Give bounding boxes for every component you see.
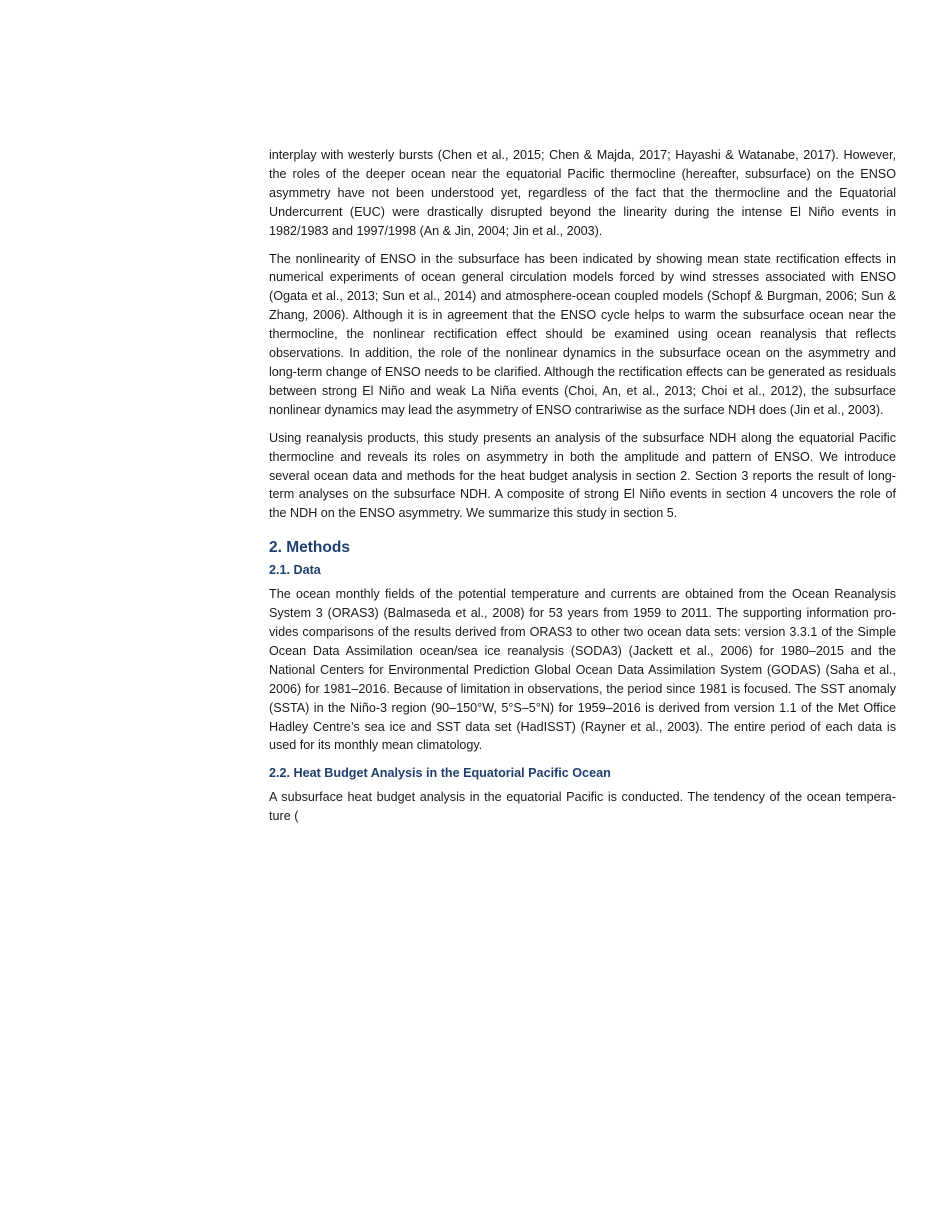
heat-budget-paragraph: A subsurface heat budget analysis in the equatorial Pacific is conducted. The tendency of the ocean temperature ( — [269, 790, 896, 824]
intro-paragraph-3: Using reanalysis products, this study presents an analysis of the subsurface NDH along the equatorial Pacific thermocline and reveals its roles on asymmetry in both the amplitude and pattern of ENSO. We introduce several ocean data and methods for the heat budget analysis in section 2. Section 3 reports the result of long-term analyses on the subsurface NDH. A composite of strong El Niño events in section 4 uncovers the role of the NDH on the ENSO asymmetry. We summarize this study in section 5. — [269, 430, 896, 521]
section-heading-methods: 2. Methods — [269, 539, 350, 557]
subsection-heading-data: 2.1. Data — [269, 563, 321, 578]
intro-paragraph-1: interplay with westerly bursts (Chen et al., 2015; Chen & Majda, 2017; Hayashi & Watanabe, 2017). However, the roles of the deeper ocean near the equatorial Pacific thermocline (hereafter, subsurface) on the ENSO asymmetry have not been understood yet, regardless of the fact that the thermocline and the Equatorial Undercurrent (EUC) were drastically disrupted beyond the linearity during the intense El Niño events in 1982/1983 and 1997/1998 (An & Jin, 2004; Jin et al., 2003). — [269, 148, 896, 238]
data-paragraph: The ocean monthly fields of the potential temperature and currents are obtained from the Ocean Reanalysis System 3 (ORAS3) (Balmaseda et al., 2008) for 53 years from 1959 to 2011. The supporting information provides comparisons of the results derived from ORAS3 to other two ocean data sets: version 3.3.1 of the Simple Ocean Data Assimilation ocean/sea ice reanalysis (SODA3) (Jackett et al., 2006) for 1980–2015 and the National Centers for Environmental Prediction Global Ocean Data Assimilation System (GODAS) (Saha et al., 2006) for 1981–2016. Because of limitation in observations, the period since 1981 is focused. The SST anomaly (SSTA) in the Niño-3 region (90–150°W, 5°S–5°N) for 1959–2016 is derived from version 1.1 of the Met Office Hadley Centre’s sea ice and SST data set (HadISST) (Rayner et al., 2003). The entire period of each data is used for its monthly mean climatology. — [269, 587, 896, 753]
intro-paragraph-2: The nonlinearity of ENSO in the subsurface has been indicated by showing mean state rectification effects in numerical experiments of ocean general circulation models forced by wind stresses associated with ENSO (Ogata et al., 2013; Sun et al., 2014) and atmosphere-ocean coupled models (Schopf & Burgman, 2006; Sun & Zhang, 2006). Although it is in agreement that the ENSO cycle helps to warm the subsurface ocean near the thermocline, the nonlinear rectification effect should be examined using ocean reanalysis that reflects observations. In addition, the role of the nonlinear dynamics in the subsurface ocean on the asymmetry and long-term change of ENSO needs to be clarified. Although the rectification effects can be generated as residuals between strong El Niño and weak La Niña events (Choi, An, et al., 2013; Choi et al., 2012), the subsurface nonlinear dynamics may lead the asymmetry of ENSO contrariwise as the surface NDH does (Jin et al., 2003). — [269, 251, 896, 417]
article-column — [269, 146, 896, 835]
subsection-heading-heat-budget: 2.2. Heat Budget Analysis in the Equatorial Pacific Ocean — [269, 766, 611, 781]
